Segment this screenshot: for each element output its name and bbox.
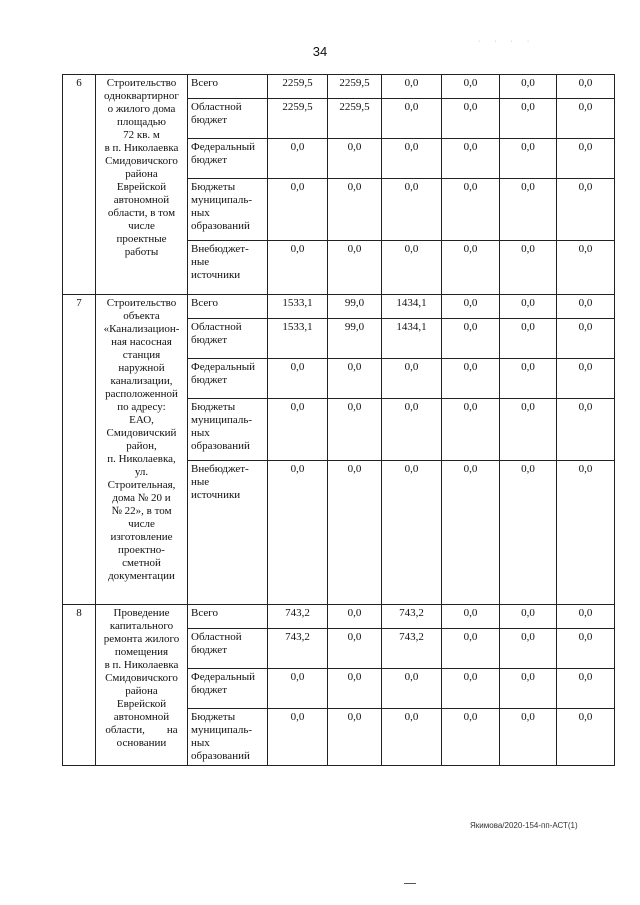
amount-cell: 0,0 bbox=[328, 359, 382, 399]
funding-source-line: бюджет bbox=[191, 644, 227, 656]
description-line: ная насосная bbox=[111, 336, 172, 348]
amount-cell: 1533,1 bbox=[268, 295, 328, 319]
amount-cell: 0,0 bbox=[268, 179, 328, 241]
amount-cell: 0,0 bbox=[382, 359, 442, 399]
description-line: основании bbox=[116, 737, 167, 749]
amount-cell: 0,0 bbox=[268, 399, 328, 461]
description-line: одноквартирног bbox=[104, 90, 179, 102]
amount-cell: 0,0 bbox=[382, 669, 442, 709]
amount-cell: 0,0 bbox=[328, 709, 382, 766]
amount-cell: 0,0 bbox=[500, 319, 557, 359]
description-line: 72 кв. м bbox=[123, 129, 160, 141]
funding-source bbox=[188, 629, 268, 669]
funding-source-line: ных bbox=[191, 737, 210, 749]
scan-marks: · · · · bbox=[478, 38, 536, 45]
funding-source-line: источники bbox=[191, 489, 241, 501]
funding-source-line: ных bbox=[191, 207, 210, 219]
amount-cell: 0,0 bbox=[500, 75, 557, 99]
funding-source-line: бюджет bbox=[191, 114, 227, 126]
funding-source-line: муниципаль- bbox=[191, 724, 253, 736]
funding-source bbox=[188, 179, 268, 241]
amount-cell: 0,0 bbox=[557, 75, 615, 99]
amount-cell: 2259,5 bbox=[268, 75, 328, 99]
description-line: района bbox=[125, 168, 158, 180]
description-line: по адресу: bbox=[117, 401, 166, 413]
amount-cell: 1434,1 bbox=[382, 295, 442, 319]
funding-source-line: Областной bbox=[191, 631, 242, 643]
amount-cell: 0,0 bbox=[500, 295, 557, 319]
amount-cell: 0,0 bbox=[557, 179, 615, 241]
funding-source-line: ных bbox=[191, 427, 210, 439]
description-line: Строительство bbox=[106, 297, 177, 309]
description-line: автономной bbox=[113, 194, 170, 206]
amount-cell: 0,0 bbox=[268, 241, 328, 295]
amount-cell: 743,2 bbox=[382, 605, 442, 629]
description-line: проектные bbox=[116, 233, 167, 245]
funding-source-line: бюджет bbox=[191, 334, 227, 346]
funding-source-line: муниципаль- bbox=[191, 414, 253, 426]
description-line: п. Николаевка, bbox=[107, 453, 176, 465]
amount-cell: 0,0 bbox=[382, 179, 442, 241]
amount-cell: 0,0 bbox=[328, 139, 382, 179]
funding-source bbox=[188, 295, 268, 319]
amount-cell: 743,2 bbox=[268, 629, 328, 669]
funding-source-line: Федеральный bbox=[191, 361, 256, 373]
description-line: в п. Николаевка bbox=[104, 659, 179, 671]
amount-cell: 0,0 bbox=[382, 709, 442, 766]
amount-cell: 0,0 bbox=[557, 709, 615, 766]
amount-cell: 0,0 bbox=[500, 461, 557, 605]
amount-cell: 0,0 bbox=[500, 399, 557, 461]
table-body bbox=[63, 75, 615, 766]
row-number: 7 bbox=[63, 295, 96, 605]
description-line: в п. Николаевка bbox=[104, 142, 179, 154]
description-line: документации bbox=[108, 570, 175, 582]
amount-cell: 0,0 bbox=[328, 179, 382, 241]
amount-cell: 0,0 bbox=[382, 139, 442, 179]
description-line: ул. bbox=[134, 466, 149, 478]
amount-cell: 0,0 bbox=[557, 629, 615, 669]
amount-cell: 0,0 bbox=[442, 295, 500, 319]
table-row bbox=[63, 295, 615, 319]
table-row bbox=[63, 605, 615, 629]
measure-description bbox=[96, 605, 188, 766]
description-line: Смидовичского bbox=[105, 672, 178, 684]
amount-cell: 743,2 bbox=[382, 629, 442, 669]
amount-cell: 0,0 bbox=[328, 605, 382, 629]
description-line: области, в том bbox=[107, 207, 176, 219]
amount-cell: 0,0 bbox=[500, 99, 557, 139]
amount-cell: 0,0 bbox=[500, 669, 557, 709]
amount-cell: 0,0 bbox=[500, 605, 557, 629]
description-line: автономной bbox=[113, 711, 170, 723]
funding-source bbox=[188, 605, 268, 629]
description-line: капитального bbox=[109, 620, 174, 632]
amount-cell: 2259,5 bbox=[268, 99, 328, 139]
description-line: числе bbox=[128, 518, 155, 530]
funding-source-line: Всего bbox=[191, 607, 218, 619]
funding-source bbox=[188, 75, 268, 99]
page-number: 34 bbox=[312, 44, 328, 59]
amount-cell: 0,0 bbox=[328, 669, 382, 709]
description-line: изготовление bbox=[110, 531, 173, 543]
description-line: «Канализацион- bbox=[103, 323, 180, 335]
funding-source-line: источники bbox=[191, 269, 241, 281]
amount-cell: 0,0 bbox=[442, 241, 500, 295]
description-line: Строительство bbox=[106, 77, 177, 89]
description-line: дома № 20 и bbox=[112, 492, 171, 504]
funding-source-line: образований bbox=[191, 220, 250, 232]
footer-dash bbox=[404, 883, 416, 884]
amount-cell: 0,0 bbox=[328, 629, 382, 669]
amount-cell: 0,0 bbox=[442, 179, 500, 241]
funding-source-line: образований bbox=[191, 750, 250, 762]
description-line: района bbox=[125, 685, 158, 697]
funding-source bbox=[188, 461, 268, 605]
funding-source bbox=[188, 319, 268, 359]
amount-cell: 0,0 bbox=[328, 461, 382, 605]
funding-source-line: Бюджеты bbox=[191, 711, 236, 723]
description-line: объекта bbox=[123, 310, 160, 322]
document-code: Якимова/2020-154-пп-АСТ(1) bbox=[470, 821, 578, 830]
funding-source-line: образований bbox=[191, 440, 250, 452]
funding-table bbox=[62, 74, 615, 766]
amount-cell: 0,0 bbox=[500, 139, 557, 179]
funding-source-line: Областной bbox=[191, 321, 242, 333]
funding-source bbox=[188, 399, 268, 461]
amount-cell: 0,0 bbox=[268, 709, 328, 766]
amount-cell: 0,0 bbox=[268, 669, 328, 709]
amount-cell: 0,0 bbox=[382, 241, 442, 295]
amount-cell: 0,0 bbox=[382, 99, 442, 139]
amount-cell: 0,0 bbox=[557, 295, 615, 319]
funding-source bbox=[188, 99, 268, 139]
amount-cell: 1533,1 bbox=[268, 319, 328, 359]
measure-description bbox=[96, 75, 188, 295]
description-line: расположенной bbox=[105, 388, 178, 400]
amount-cell: 0,0 bbox=[557, 669, 615, 709]
amount-cell: 0,0 bbox=[442, 709, 500, 766]
amount-cell: 0,0 bbox=[382, 399, 442, 461]
description-line: Смидовичский bbox=[106, 427, 177, 439]
funding-source-line: Федеральный bbox=[191, 141, 256, 153]
funding-source-line: Внебюджет- bbox=[191, 243, 249, 255]
description-line: сметной bbox=[122, 557, 161, 569]
amount-cell: 0,0 bbox=[557, 461, 615, 605]
description-line: числе bbox=[128, 220, 155, 232]
amount-cell: 0,0 bbox=[442, 605, 500, 629]
description-line: ЕАО, bbox=[129, 414, 154, 426]
funding-source-line: Внебюджет- bbox=[191, 463, 249, 475]
amount-cell: 0,0 bbox=[500, 709, 557, 766]
amount-cell: 1434,1 bbox=[382, 319, 442, 359]
amount-cell: 743,2 bbox=[268, 605, 328, 629]
amount-cell: 0,0 bbox=[442, 99, 500, 139]
funding-source bbox=[188, 359, 268, 399]
amount-cell: 0,0 bbox=[557, 99, 615, 139]
funding-source-line: бюджет bbox=[191, 374, 227, 386]
funding-source-line: Бюджеты bbox=[191, 181, 236, 193]
description-line: площадью bbox=[116, 116, 167, 128]
description-line: работы bbox=[124, 246, 159, 258]
amount-cell: 2259,5 bbox=[328, 75, 382, 99]
funding-source-line: Федеральный bbox=[191, 671, 256, 683]
description-line: наружной bbox=[118, 362, 165, 374]
amount-cell: 0,0 bbox=[268, 359, 328, 399]
amount-cell: 0,0 bbox=[268, 139, 328, 179]
amount-cell: 0,0 bbox=[442, 461, 500, 605]
amount-cell: 0,0 bbox=[328, 399, 382, 461]
description-line: станция bbox=[122, 349, 161, 361]
description-line: Еврейской bbox=[116, 181, 167, 193]
amount-cell: 0,0 bbox=[557, 605, 615, 629]
amount-cell: 99,0 bbox=[328, 295, 382, 319]
amount-cell: 0,0 bbox=[442, 75, 500, 99]
funding-source-line: Всего bbox=[191, 77, 218, 89]
amount-cell: 0,0 bbox=[328, 241, 382, 295]
amount-cell: 0,0 bbox=[557, 319, 615, 359]
amount-cell: 99,0 bbox=[328, 319, 382, 359]
description-line: о жилого дома bbox=[107, 103, 176, 115]
funding-source-line: бюджет bbox=[191, 684, 227, 696]
table-row bbox=[63, 75, 615, 99]
amount-cell: 0,0 bbox=[557, 359, 615, 399]
funding-source-line: Областной bbox=[191, 101, 242, 113]
amount-cell: 0,0 bbox=[557, 399, 615, 461]
description-line: Проведение bbox=[113, 607, 170, 619]
funding-source bbox=[188, 139, 268, 179]
amount-cell: 0,0 bbox=[557, 241, 615, 295]
description-line: проектно- bbox=[118, 544, 165, 556]
description-line: Смидовичского bbox=[105, 155, 178, 167]
amount-cell: 0,0 bbox=[382, 75, 442, 99]
funding-source-line: Бюджеты bbox=[191, 401, 236, 413]
funding-source-line: ные bbox=[191, 256, 210, 268]
description-line: Еврейской bbox=[116, 698, 167, 710]
description-line: канализации, bbox=[110, 375, 173, 387]
amount-cell: 0,0 bbox=[382, 461, 442, 605]
amount-cell: 0,0 bbox=[557, 139, 615, 179]
description-line: помещения bbox=[114, 646, 169, 658]
funding-source-line: Всего bbox=[191, 297, 218, 309]
amount-cell: 0,0 bbox=[442, 139, 500, 179]
amount-cell: 0,0 bbox=[500, 179, 557, 241]
funding-source bbox=[188, 669, 268, 709]
funding-source bbox=[188, 241, 268, 295]
funding-source bbox=[188, 709, 268, 766]
description-line: № 22», в том bbox=[111, 505, 172, 517]
amount-cell: 0,0 bbox=[268, 461, 328, 605]
description-line: район, bbox=[126, 440, 157, 452]
amount-cell: 0,0 bbox=[442, 399, 500, 461]
amount-cell: 0,0 bbox=[442, 629, 500, 669]
amount-cell: 0,0 bbox=[500, 629, 557, 669]
funding-source-line: ные bbox=[191, 476, 210, 488]
amount-cell: 0,0 bbox=[500, 359, 557, 399]
measure-description bbox=[96, 295, 188, 605]
row-number: 8 bbox=[63, 605, 96, 766]
amount-cell: 0,0 bbox=[500, 241, 557, 295]
description-line: области, на bbox=[105, 724, 178, 736]
row-number: 6 bbox=[63, 75, 96, 295]
amount-cell: 2259,5 bbox=[328, 99, 382, 139]
amount-cell: 0,0 bbox=[442, 359, 500, 399]
funding-source-line: муниципаль- bbox=[191, 194, 253, 206]
description-line: Строительная, bbox=[107, 479, 176, 491]
description-line: ремонта жилого bbox=[103, 633, 180, 645]
amount-cell: 0,0 bbox=[442, 319, 500, 359]
amount-cell: 0,0 bbox=[442, 669, 500, 709]
funding-source-line: бюджет bbox=[191, 154, 227, 166]
